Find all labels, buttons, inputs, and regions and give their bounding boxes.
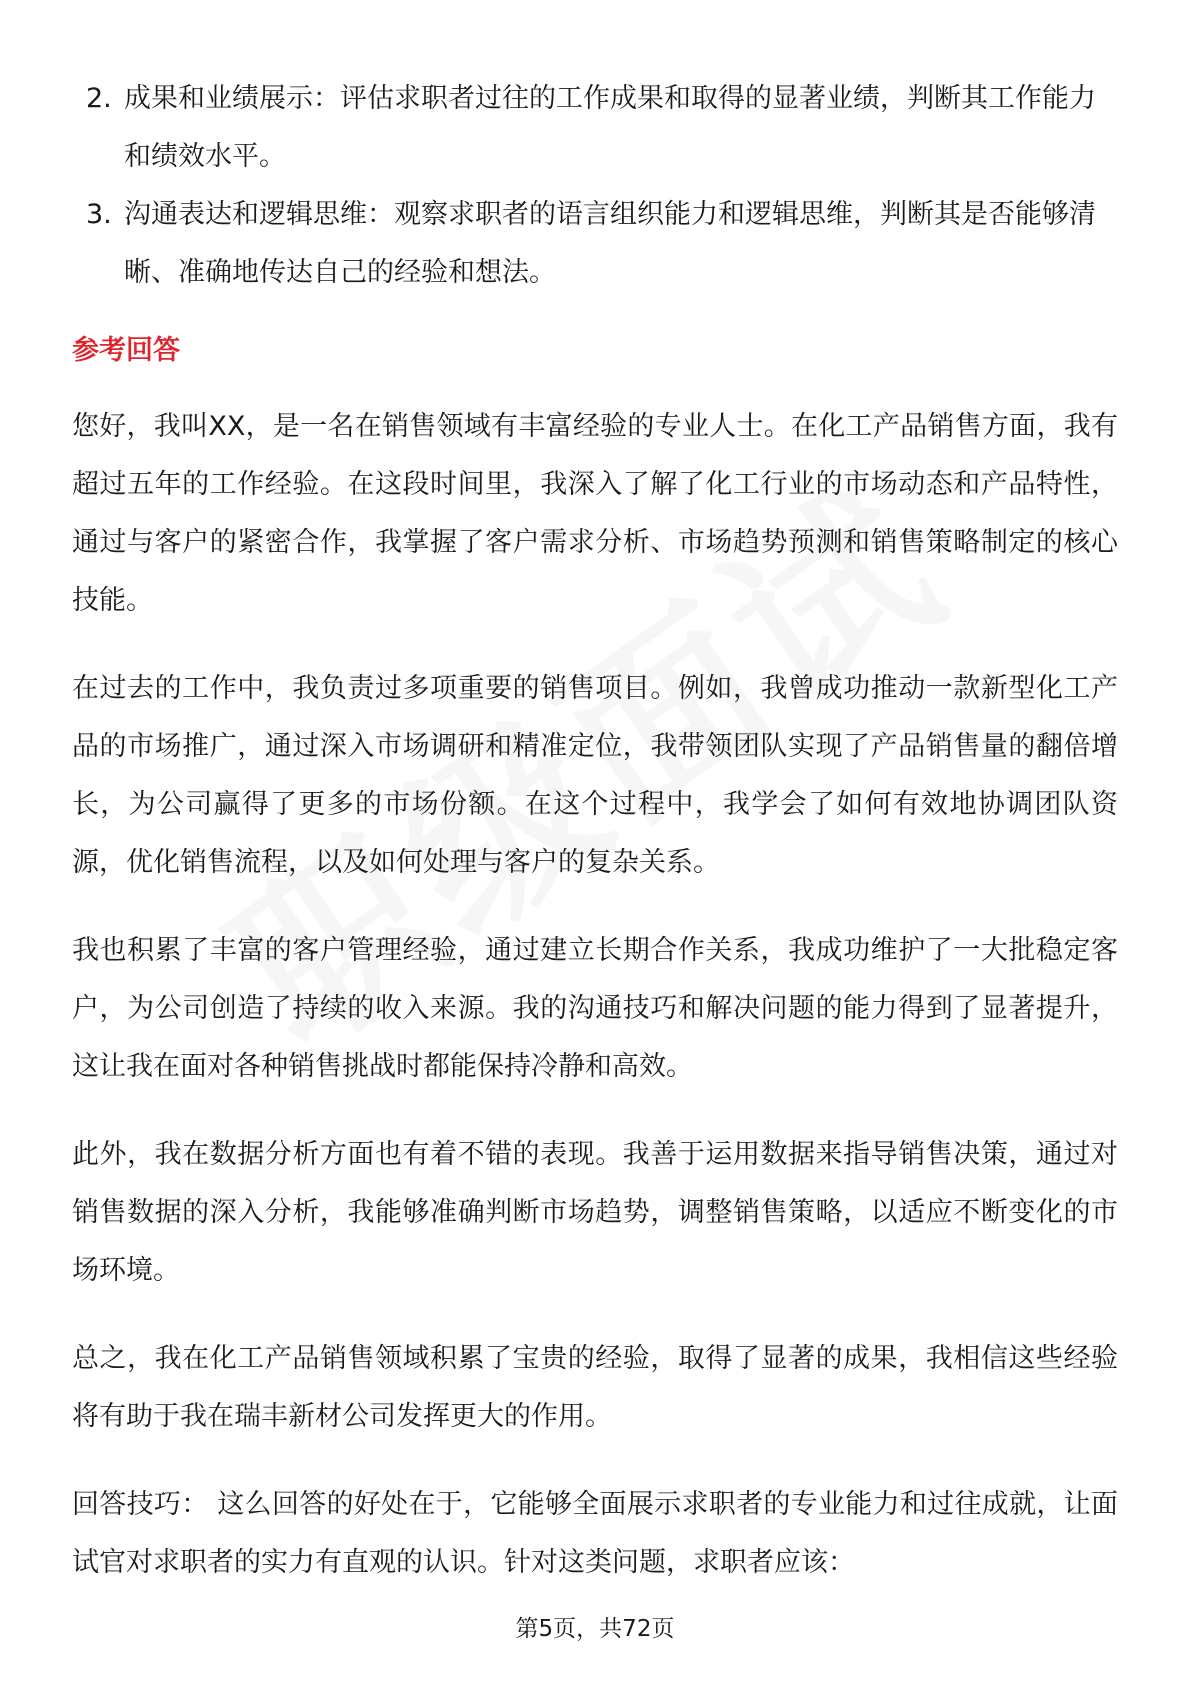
list-item-number: 2. bbox=[86, 83, 112, 114]
list-item bbox=[72, 70, 1118, 186]
list-item-text: 成果和业绩展示：评估求职者过往的工作成果和取得的显著业绩，判断其工作能力和绩效水平。 bbox=[124, 83, 1096, 172]
answer-tips-paragraph: 回答技巧： 这么回答的好处在于，它能够全面展示求职者的专业能力和过往成就，让面试官对求职者的实力有直观的认识。针对这类问题，求职者应该： bbox=[72, 1489, 1118, 1578]
section-heading-reference-answer: 参考回答 bbox=[72, 335, 180, 366]
list-item-text: 沟通表达和逻辑思维：观察求职者的语言组织能力和逻辑思维，判断其是否能够清晰、准确地传达自己的经验和想法。 bbox=[124, 199, 1096, 288]
page-content bbox=[72, 70, 1118, 1592]
answer-paragraph: 在过去的工作中，我负责过多项重要的销售项目。例如，我曾成功推动一款新型化工产品的市场推广，通过深入市场调研和精准定位，我带领团队实现了产品销售量的翻倍增长，为公司赢得了更多的市场份额。在这个过程中，我学会了如何有效地协调团队资源，优化销售流程，以及如何处理与客户的复杂关系。 bbox=[72, 673, 1118, 878]
answer-paragraph: 总之，我在化工产品销售领域积累了宝贵的经验，取得了显著的成果，我相信这些经验将有助于我在瑞丰新材公司发挥更大的作用。 bbox=[72, 1343, 1118, 1432]
answer-paragraph: 您好，我叫XX，是一名在销售领域有丰富经验的专业人士。在化工产品销售方面，我有超过五年的工作经验。在这段时间里，我深入了解了化工行业的市场动态和产品特性，通过与客户的紧密合作，我掌握了客户需求分析、市场趋势预测和销售策略制定的核心技能。 bbox=[72, 411, 1118, 616]
evaluation-criteria-list bbox=[72, 70, 1118, 302]
answer-paragraph: 我也积累了丰富的客户管理经验，通过建立长期合作关系，我成功维护了一大批稳定客户，为公司创造了持续的收入来源。我的沟通技巧和解决问题的能力得到了显著提升，这让我在面对各种销售挑战时都能保持冷静和高效。 bbox=[72, 935, 1118, 1082]
list-item bbox=[72, 186, 1118, 302]
answer-paragraph: 此外，我在数据分析方面也有着不错的表现。我善于运用数据来指导销售决策，通过对销售数据的深入分析，我能够准确判断市场趋势，调整销售策略，以适应不断变化的市场环境。 bbox=[72, 1139, 1118, 1286]
list-item-number: 3. bbox=[86, 199, 112, 230]
page-number-footer: 第5页，共72页 bbox=[515, 1616, 675, 1642]
